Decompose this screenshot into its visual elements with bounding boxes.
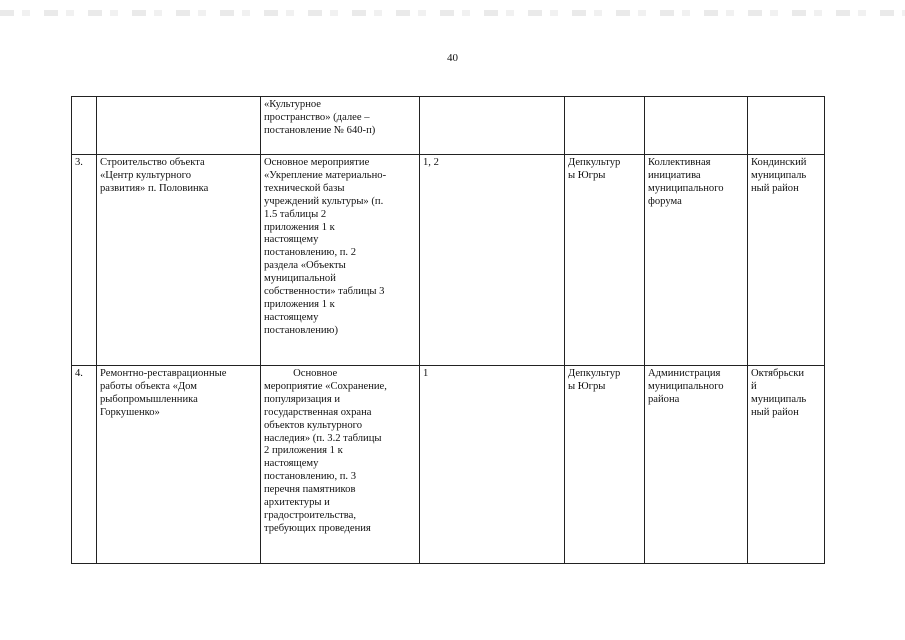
cell-object: Строительство объекта «Центр культурного развития» п. Половинка: [97, 155, 261, 366]
cell-mechanism: Коллективная инициатива муниципального форума: [645, 155, 748, 366]
cell-responsible: Депкультур ы Югры: [565, 366, 645, 564]
cell-years: [420, 97, 565, 155]
cell-years: 1, 2: [420, 155, 565, 366]
cell-responsible: Депкультур ы Югры: [565, 155, 645, 366]
table-row: [72, 366, 825, 564]
cell-object: Ремонтно-реставрационные работы объекта «Дом рыбопромышленника Горкушенко»: [97, 366, 261, 564]
cell-municipality: Октябрьски й муниципаль ный район: [748, 366, 825, 564]
cell-mechanism: Администрация муниципального района: [645, 366, 748, 564]
cell-mechanism: [645, 97, 748, 155]
cell-measure: «Культурное пространство» (далее – постановление № 640-п): [261, 97, 420, 155]
table-row: [72, 155, 825, 366]
cell-number: 3.: [72, 155, 97, 366]
cell-municipality: Кондинский муниципаль ный район: [748, 155, 825, 366]
cell-measure: Основное мероприятие «Укрепление материально- технической базы учреждений культуры» (п. 1.5 таблицы 2 приложения 1 к настоящему постановлению, п. 2 раздела «Объекты муниципальной собственности» таблицы 3 приложения 1 к настоящему постановлению): [261, 155, 420, 366]
cell-measure: Основное мероприятие «Сохранение, популяризация и государственная охрана объектов культурного наследия» (п. 3.2 таблицы 2 приложения 1 к настоящему постановлению, п. 3 перечня памятников архитектуры и градостроительства, требующих проведения: [261, 366, 420, 564]
table-row: [72, 97, 825, 155]
page-number: 40: [447, 52, 458, 64]
cell-responsible: [565, 97, 645, 155]
cell-object: [97, 97, 261, 155]
measures-table: [71, 96, 825, 564]
cell-number: [72, 97, 97, 155]
cell-years: 1: [420, 366, 565, 564]
scan-artifact-line: [0, 10, 905, 16]
cell-municipality: [748, 97, 825, 155]
cell-number: 4.: [72, 366, 97, 564]
